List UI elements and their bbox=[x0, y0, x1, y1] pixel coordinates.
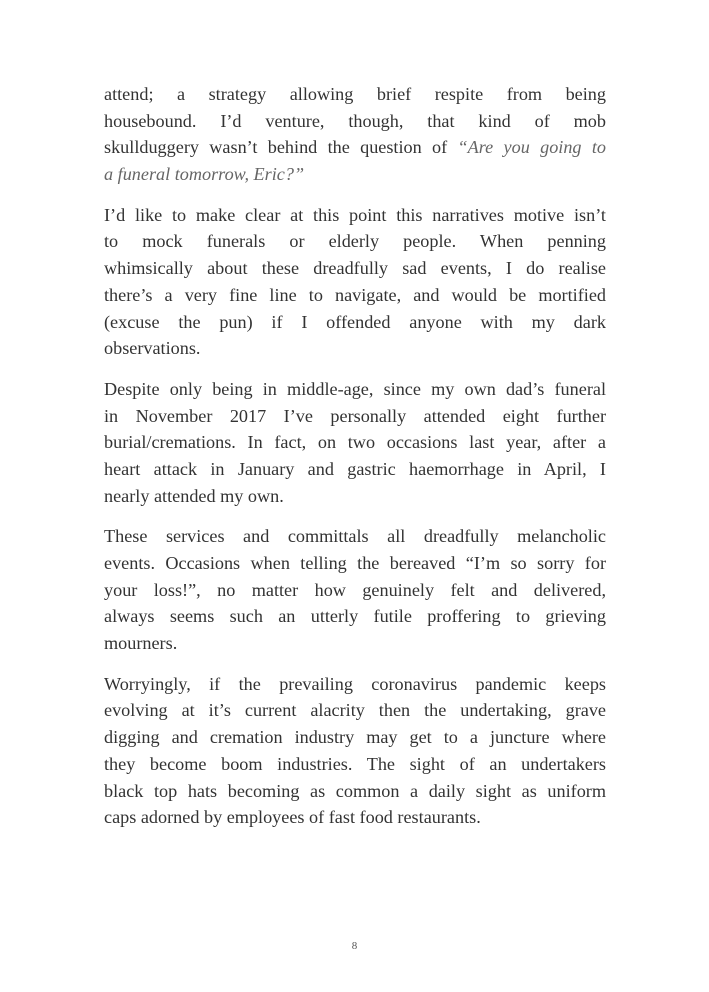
text-line bbox=[104, 603, 606, 630]
line-text: there’s a very fine line to navigate, and would be mortified bbox=[104, 284, 606, 305]
paragraph bbox=[104, 202, 606, 362]
line-text: whimsically about these dreadfully sad events, I do realise bbox=[104, 258, 606, 279]
text-line bbox=[104, 751, 606, 778]
text-line bbox=[104, 550, 606, 577]
text-line bbox=[104, 671, 606, 698]
line-text: evolving at it’s current alacrity then the undertaking, grave bbox=[104, 700, 606, 721]
line-text: Despite only being in middle-age, since my own dad’s funeral bbox=[104, 378, 606, 399]
line-text: events. Occasions when telling the bereaved “I’m so sorry for bbox=[104, 553, 606, 573]
line-text: your loss!”, no matter how genuinely felt and delivered, bbox=[104, 579, 606, 600]
text-line bbox=[104, 228, 606, 255]
text-line bbox=[104, 456, 606, 483]
text-line bbox=[104, 483, 606, 510]
line-text: mourners. bbox=[104, 633, 178, 654]
line-text: (excuse the pun) if I offended anyone with my dark bbox=[104, 311, 606, 332]
line-text: in November 2017 I’ve personally attended eight further bbox=[104, 405, 606, 426]
text-line bbox=[104, 724, 606, 751]
text-line bbox=[104, 202, 606, 229]
line-text: attend; a strategy allowing brief respite from being bbox=[104, 84, 606, 104]
paragraph bbox=[104, 376, 606, 509]
text-line bbox=[104, 309, 606, 336]
text-line bbox=[104, 255, 606, 282]
text-line bbox=[104, 335, 606, 362]
text-line bbox=[104, 804, 606, 831]
line-text: burial/cremations. In fact, on two occasions last year, after a bbox=[104, 432, 606, 453]
paragraph bbox=[104, 523, 606, 656]
body-text bbox=[104, 81, 606, 845]
text-line bbox=[104, 376, 606, 403]
line-text: they become boom industries. The sight of an undertakers bbox=[104, 753, 606, 774]
italic-quote: “Are you going to bbox=[457, 137, 606, 158]
text-line bbox=[104, 134, 606, 161]
line-text: black top hats becoming as common a daily sight as uniform bbox=[104, 780, 606, 801]
page-number: 8 bbox=[351, 940, 358, 952]
paragraph bbox=[104, 81, 606, 188]
line-text: housebound. I’d venture, though, that kind of mob bbox=[104, 110, 606, 131]
line-text: nearly attended my own. bbox=[104, 485, 284, 506]
line-text: I’d like to make clear at this point this narratives motive isn’t bbox=[104, 204, 606, 225]
text-line bbox=[104, 108, 606, 135]
text-line bbox=[104, 778, 606, 805]
line-text: caps adorned by employees of fast food restaurants. bbox=[104, 807, 481, 828]
text-line bbox=[104, 429, 606, 456]
line-text: Worryingly, if the prevailing coronavirus pandemic keeps bbox=[104, 673, 606, 694]
line-text: always seems such an utterly futile proffering to grieving bbox=[104, 606, 606, 627]
line-text: to mock funerals or elderly people. When penning bbox=[104, 231, 606, 252]
line-text: These services and committals all dreadfully melancholic bbox=[104, 526, 606, 547]
text-line bbox=[104, 630, 606, 657]
italic-quote: a funeral tomorrow, Eric?” bbox=[104, 164, 305, 185]
line-text: skullduggery wasn’t behind the question of bbox=[104, 137, 458, 158]
line-text: digging and cremation industry may get to a juncture where bbox=[104, 727, 606, 748]
text-line bbox=[104, 161, 606, 188]
text-line bbox=[104, 523, 606, 550]
line-text: heart attack in January and gastric haemorrhage in April, I bbox=[104, 458, 606, 479]
text-line bbox=[104, 697, 606, 724]
text-line bbox=[104, 81, 606, 108]
paragraph bbox=[104, 671, 606, 831]
text-line bbox=[104, 403, 606, 430]
text-line bbox=[104, 282, 606, 309]
line-text: observations. bbox=[104, 338, 201, 359]
text-line bbox=[104, 577, 606, 604]
